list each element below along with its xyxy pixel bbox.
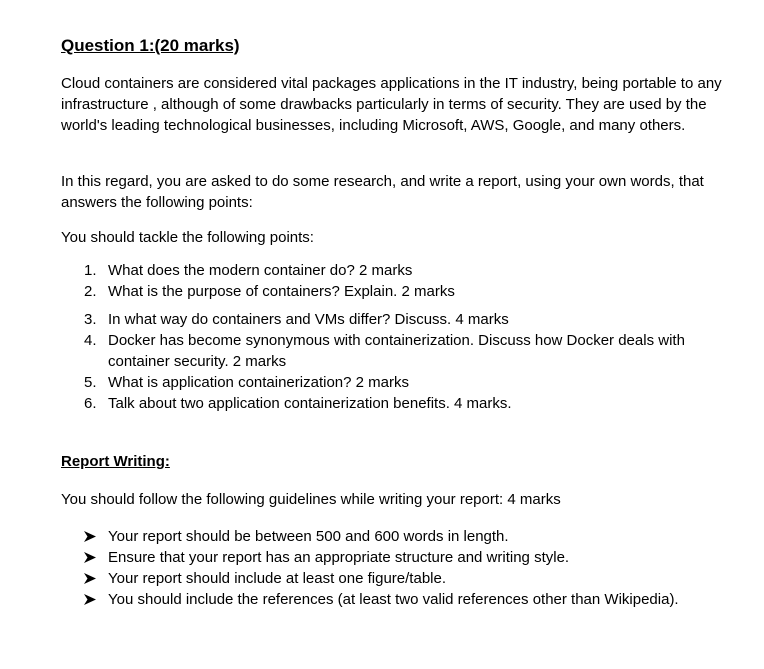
- points-list-part-1: [84, 260, 744, 302]
- list-item-text: Your report should include at least one figure/table.: [108, 570, 447, 587]
- list-number: 5.: [84, 374, 97, 391]
- points-list-part-2: [84, 309, 744, 414]
- list-item-text: What is application containerization? 2 marks: [108, 374, 409, 391]
- list-item-text: Talk about two application containerization benefits. 4 marks.: [108, 395, 512, 412]
- list-item-text: You should include the references (at least two valid references other than Wikipedia).: [108, 591, 679, 608]
- list-item-text: Your report should be between 500 and 600 words in length.: [108, 528, 509, 545]
- list-item-text: In what way do containers and VMs differ? Discuss. 4 marks: [108, 311, 509, 328]
- list-number: 1.: [84, 262, 97, 279]
- list-item: [84, 393, 744, 414]
- list-item: [84, 330, 744, 372]
- list-number: 2.: [84, 283, 97, 300]
- list-item: [84, 526, 744, 547]
- list-item: [84, 568, 744, 589]
- list-number: 3.: [84, 311, 97, 328]
- arrowhead-bullet-icon: [84, 531, 96, 542]
- list-item-text: What is the purpose of containers? Explain. 2 marks: [108, 283, 455, 300]
- list-item: [84, 309, 744, 330]
- tackle-paragraph: You should tackle the following points:: [61, 229, 314, 246]
- arrowhead-bullet-icon: [84, 594, 96, 605]
- guidelines-list: [84, 526, 744, 610]
- list-item: [84, 547, 744, 568]
- arrowhead-bullet-icon: [84, 573, 96, 584]
- list-item-text: What does the modern container do? 2 marks: [108, 262, 413, 279]
- list-item: [84, 281, 744, 302]
- list-number: 4.: [84, 332, 97, 349]
- question-title: Question 1:(20 marks): [61, 36, 240, 55]
- task-paragraph: In this regard, you are asked to do some research, and write a report, using your own words, that answers the following points:: [61, 173, 704, 211]
- list-item: [84, 372, 744, 393]
- list-item: [84, 260, 744, 281]
- list-item-text: Ensure that your report has an appropriate structure and writing style.: [108, 549, 570, 566]
- list-item: [84, 589, 744, 610]
- guidelines-intro: You should follow the following guidelines while writing your report: 4 marks: [61, 491, 561, 508]
- report-writing-title: Report Writing:: [61, 453, 170, 470]
- arrowhead-bullet-icon: [84, 552, 96, 563]
- list-number: 6.: [84, 395, 97, 412]
- intro-paragraph: Cloud containers are considered vital packages applications in the IT industry, being portable to any infrastructure , although of some drawbacks particularly in terms of security. They are used by the world's leading technological businesses, including Microsoft, AWS, Google, and many others.: [61, 75, 722, 134]
- list-item-text: Docker has become synonymous with containerization. Discuss how Docker deals with container security. 2 marks: [108, 332, 685, 370]
